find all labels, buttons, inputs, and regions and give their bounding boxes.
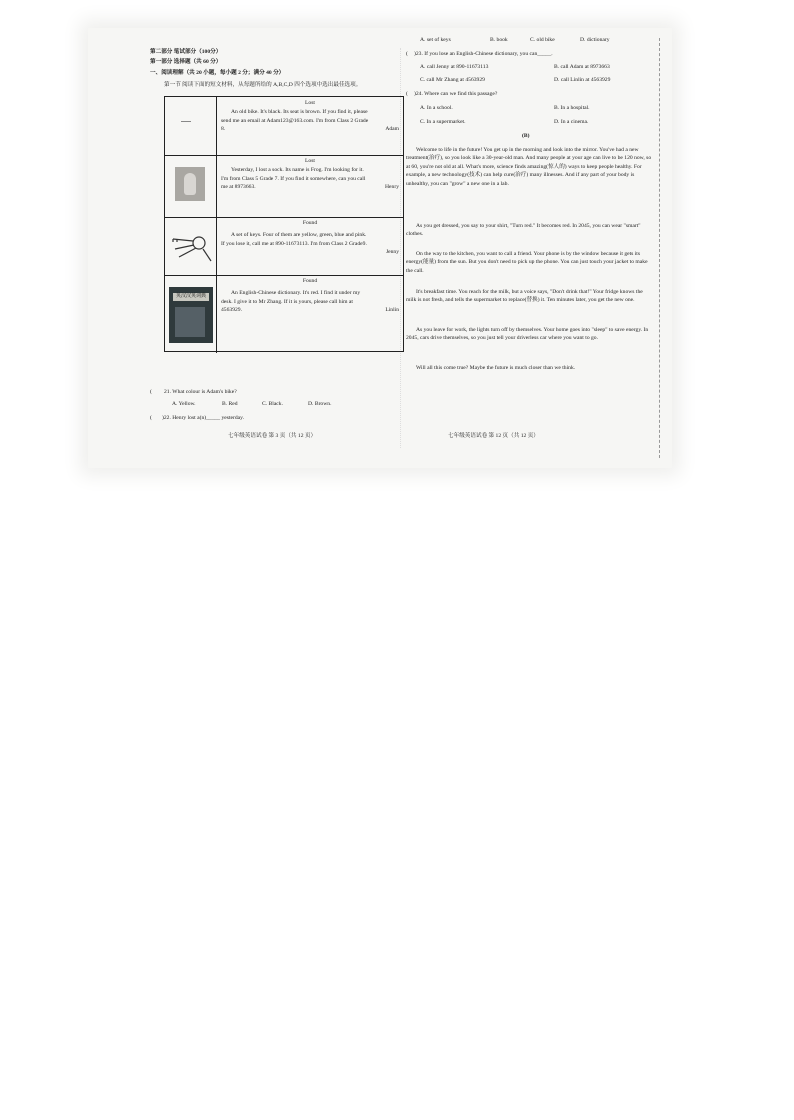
question-21: 21. What colour is Adam's bike? — [164, 389, 237, 395]
q24-option-a: A. In a school. — [420, 105, 453, 111]
q21-option-b: B. Red — [222, 401, 238, 407]
q22-option-d: D. dictionary — [580, 37, 610, 43]
notice-3-sign: Jenny — [385, 249, 399, 256]
passage-paragraph-6: Will all this come true? Maybe the future is much closer than we think. — [416, 365, 576, 371]
bike-image-cell — [165, 97, 217, 155]
notice-3-line-2: If you lose it, call me at 890-11673113. I'm from Class 2 Grade9. — [221, 240, 367, 247]
q24-option-b: B. In a hospital. — [554, 105, 590, 111]
notice-4-sign: Linlin — [385, 307, 399, 314]
q21-option-d: D. Brown. — [308, 401, 332, 407]
notice-3 — [217, 219, 403, 257]
notice-1-line-1: An old bike. It's black. Its seat is brown. If you find it, please — [231, 109, 368, 116]
header-reading: 一、阅读理解（共 20 小题，每小题 2 分；满分 40 分） — [150, 70, 285, 76]
keys-icon — [167, 221, 217, 271]
q22-option-c: C. old bike — [530, 37, 555, 43]
passage-paragraph-3: On the way to the kitchen, you want to call a friend. Your phone is by the window because it gets its energy(能量) from the sun. But you don't need to pick up the phone. You can just touch your jacket to make the call. — [406, 251, 648, 274]
q23-option-a: A. call Jenny at 890-11673113 — [420, 64, 489, 70]
q23-option-b: B. call Adam at 8973663 — [554, 64, 610, 70]
q21-option-c: C. Black. — [262, 401, 283, 407]
q21-bracket: ( — [150, 389, 152, 395]
header-part2: 第二部分 笔试部分（100分） — [150, 49, 222, 55]
notice-2-line-2: I'm from Class 5 Grade 7. If you find it somewhere, can you call — [221, 175, 366, 182]
notice-2 — [217, 157, 403, 192]
q22-option-a: A. set of keys — [420, 37, 451, 43]
question-23: )23. If you lose an English-Chinese dictionary, you can_____. — [414, 51, 553, 57]
question-22: )22. Henry lost a(n)_____ yesterday. — [162, 415, 244, 421]
q23-bracket: ( — [406, 51, 408, 57]
q22-bracket: ( — [150, 415, 152, 421]
notice-2-line-1: Yesterday, I lost a sock. Its name is Frog. I'm looking for it. — [231, 167, 364, 174]
dictionary-image-cell — [165, 275, 217, 353]
notice-4-line-1: An English-Chinese dictionary. It's red. I find it under my — [231, 290, 361, 297]
q22-option-b: B. book — [490, 37, 508, 43]
passage-paragraph-1: Welcome to life in the future! You get up in the morning and look into the mirror. You've had a new treatment(治疗), so you look like a 30-year-old man. And many people at your age can live to be 120 now, so at 60, you're not old at all. What's more, science finds amazing(惊人的) ways to keep people healthy. For example, a new technology(技术) can help cure(治疗) many illnesses. And if any part of your body is unhealthy, you can "grow" a new one in a lab. — [406, 147, 652, 187]
notice-2-title: Lost — [305, 158, 315, 164]
scanned-exam-sheet — [88, 28, 672, 468]
header-instruction: 第一节 阅读下面的短文材料，从每题所给的 A,B,C,D 四个选项中选出最佳选项。 — [164, 82, 362, 88]
notice-1-line-3: 8. — [221, 126, 226, 133]
notice-1 — [217, 99, 403, 134]
q24-bracket: ( — [406, 91, 408, 97]
right-page-footer: 七年级英语试卷 第 12 页（共 12 页） — [448, 433, 539, 439]
question-24: )24. Where can we find this passage? — [414, 91, 498, 97]
header-part1: 第一部分 选择题（共 60 分） — [150, 59, 222, 65]
notice-3-title: Found — [302, 220, 318, 226]
left-page-footer: 七年级英语试卷 第 3 页（共 12 页） — [228, 433, 317, 439]
binding-edge — [658, 38, 660, 458]
notice-2-line-3: me at 8973663. — [221, 184, 256, 191]
q23-option-c: C. call Mr Zhang at 4563929 — [420, 77, 485, 83]
keys-image-cell — [165, 217, 217, 275]
notice-4-line-3: 4563929. — [221, 307, 242, 314]
q24-option-d: D. In a cinema. — [554, 119, 589, 125]
notice-1-sign: Adam — [385, 126, 399, 133]
notice-4-line-2: desk. I give it to Mr Zhang. If it is yours, please call him at — [221, 298, 353, 305]
bike-thumbnail — [181, 121, 191, 122]
sock-image — [175, 167, 205, 201]
notice-4 — [217, 277, 403, 315]
dictionary-cover — [169, 287, 213, 343]
section-b-heading: (B) — [522, 133, 530, 139]
sock-image-cell — [165, 155, 217, 217]
notice-table — [164, 96, 404, 352]
q24-option-c: C. In a supermarket. — [420, 119, 466, 125]
notice-1-title: Lost — [305, 100, 315, 106]
dictionary-cover-title: 英汉汉英词典 — [173, 293, 209, 301]
notice-2-sign: Henry — [385, 184, 399, 191]
q21-option-a: A. Yellow. — [172, 401, 196, 407]
notice-4-title: Found — [302, 278, 318, 284]
notice-1-line-2: send me an email at Adam123@163.com. I'm from Class 2 Grade — [221, 117, 369, 124]
q23-option-d: D. call Linlin at 4563929 — [554, 77, 611, 83]
passage-paragraph-4: It's breakfast time. You reach for the milk, but a voice says, "Don't drink that!" Your fridge knows the milk is not fresh, and tells the supermarket to replace(替换) it. Ten minutes later, you get the new one. — [406, 289, 643, 304]
passage-paragraph-2: As you get dressed, you say to your shirt, "Turn red." It becomes red. In 2045, you can wear "smart" clothes. — [406, 223, 641, 238]
passage-paragraph-5: As you leave for work, the lights turn off by themselves. Your home goes into "sleep" to save energy. In 2045, cars drive themselves, so you just tell your driverless car where you want to go. — [406, 327, 649, 342]
notice-3-line-1: A set of keys. Four of them are yellow, green, blue and pink. — [231, 232, 367, 239]
